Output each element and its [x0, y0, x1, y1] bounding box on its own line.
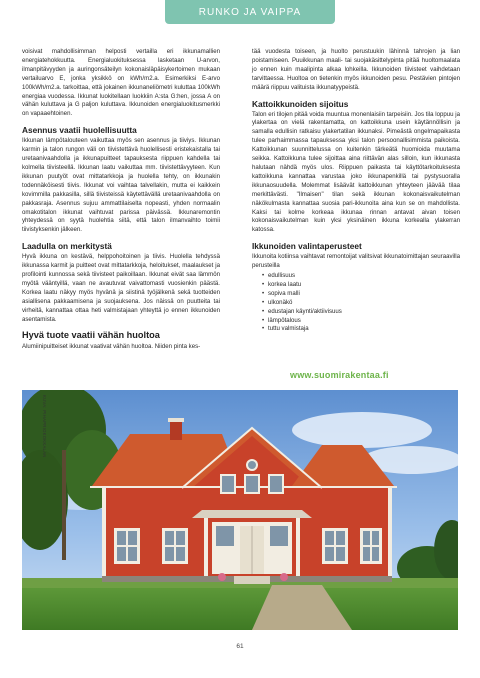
list-item: • korkea laatu — [262, 281, 460, 290]
heading-maintenance: Hyvä tuote vaatii vähän huoltoa — [22, 330, 160, 341]
paragraph: Talon eri tilojen pitää voida muuntua monenlaisiin tarpeisiin. Jos tila loppuu ja ylakertaa on vielä rakentamatta, on kattoikkuna usein käytännöllisin ja samalla edullisin ratkaisu ylakertatilan ikkunaksi. Pimeästä ongelmapaikasta tulee parhaimmassa tapauksessa yksi talon persoonallisimmista paikoista. Kattoikkunan suunnittelussa on kuitenkin tärkeätä huomioida muutama seikka. Kattoikkuna tulee sijoittaa aina riittävän alas silloin, kun ikkunasta halutaan nähdä myös ulos. Riippuen paikasta tai käyttötarkoituksesta kattoikkuna kannattaa varustaa joko ikkunapenkillä tai pystysuoralla ikkunaosuudella. Molemmat lisäävät kattoikkunan yhteyteen jäävää tilaa merkittävästi. "Ilmaisen" tilan sekä ikkunan kokonaisvaikutelman näkökulmasta kannattaa suosia pari-ikkunoita aina kun se on mahdollista. Kaksi tai kolme korkeaa ikkunaa rinnan antavat aivan toisen kokonaisvaikutelman kuin yksi yksinäinen ikkuna korkealla ylakerran katossa. — [252, 110, 460, 234]
section-header-tab — [165, 0, 335, 24]
paragraph: voisivat mahdollisimman helposti vertailla eri ikkunamallien energiatehokkuutta. Energialuokituksessa lasketaan U-arvon, ilmanpitävyyden ja auringonsäteilyn kokonaisläpäisykertoimen mukaan vertailuarvo E, jonka yksikkö on kWh/m2.a. Esimerkiksi E-arvo 100kWh/m2.a. tarkoittaa, että jokainen ikkunaneliömetri kuluttaa 100kWh energiaa vuodessa. Ikkunat luokitellaan luokkiin A:sta G:hen, jossa A on vähän kuluttava ja G paljon kuluttava. Ikkunoiden energialuokitusmerkki on vapaaehtoinen. — [22, 48, 220, 118]
list-item: • ulkonäkö — [262, 299, 460, 308]
list-item: • sopiva malli — [262, 290, 460, 299]
page-number: 61 — [236, 643, 244, 650]
paragraph: tää vuodesta toiseen, ja huolto perustuukin lähinnä tahrojen ja lian poistamiseen. Puuikkunan maali- tai suojakäsittelypinta pitää huoltomaalata jo ennen kuin maalipinta alkaa lohkeilla. Ikkunoiden tiivisteet vaihdetaan tarvittaessa. Huoltoa on tietenkin myös ikkunoiden pesu. Pestävien pintojen määrä riippuu valituista ikkunatyypeistä. — [252, 48, 460, 91]
heading-installation: Asennus vaatii huolellisuutta — [22, 125, 137, 136]
left-column — [22, 48, 220, 358]
heading-selection-criteria: Ikkunoiden valintaperusteet — [252, 241, 362, 252]
house-photo — [22, 390, 458, 630]
list-item: • edustajan käynti/aktiivisuus — [262, 308, 460, 317]
criteria-list — [262, 272, 460, 334]
paragraph: Alumiinipuitteiset ikkunat vaativat vähän huoltoa. Niiden pinta kes- — [22, 343, 201, 351]
heading-quality: Laadulla on merkitystä — [22, 241, 112, 252]
website-link[interactable]: www.suomirakentaa.fi — [290, 370, 389, 380]
section-title: RUNKO JA VAIPPA — [198, 6, 302, 18]
right-column — [252, 48, 460, 334]
paragraph: Hyvä ikkuna on kestävä, helppohoitoinen ja tiivis. Huolella tehdyssä ikkunassa karmit ja puitteet ovat mittatarkkoja, heloitukset, maalaukset ja profilointi kunnossa sekä tiivisteet paikoillaan. Ikkunat eivät saa lämmön myötä vääntyillä, vaan ne avautuvat vaivattomasti vuosienkin päästä. Korkea laatu näkyy myös hyvänä ja siistinä työjälkenä sekä tuotteiden asiallisena pakkaamisena ja suojauksena. Jos näissä on puutteita tai virheitä, kannattaa ottaa heti valmistajaan yhteyttä jo ennen ikkunoiden asentamista. — [22, 253, 220, 323]
list-item: • edullisuus — [262, 272, 460, 281]
photo-credit: KUVA: PIHAPRIOKOKKALAN — [42, 395, 47, 458]
list-item: • lämpötalous — [262, 317, 460, 326]
heading-roof-windows: Kattoikkunoiden sijoitus — [252, 98, 349, 109]
paragraph: Ikkunoita kotiinsa vaihtavat remontoijat valitsivat ikkunatoimittajan seuraavilla perusteilla — [252, 253, 460, 270]
list-item: • tuttu valmistaja — [262, 325, 460, 334]
paragraph: Ikkunan lämpötalouteen vaikuttaa myös sen asennus ja tiiviys. Ikkunan karmin ja talon rungon väli on tiivistettävä huolellisesti eristekaistalla tai uretaanivaahdolla ja ikkunapuitteet tapauksesta riippuen kahdella tai kolmella tiivisteellä. Ikkunan laatu vaikuttaa mm. tiivistettävyyteen. Kun ikkunan puutyöt ovat mittatarkkoja ja huolella tehty, on ikkunakin todennäköisesti tiivis. Ikkunat voi vaihtaa talvellakin, mutta ei kaikkein kovimmilla pakkasilla, sillä tiivisteissä käytettävällä uretaanivaahdolla on pakkasraja. Asennus sujuu ammattilaiselta nopeasti, yhden normaalin omakotitalon ikkunat vaihtuvat parissa päivässä. Ikkunaremontin yhteydessä on syytä huolehtia siitä, että talon ilmanvaihto toimii tiivistyksenkin jälkeen. — [22, 137, 220, 234]
